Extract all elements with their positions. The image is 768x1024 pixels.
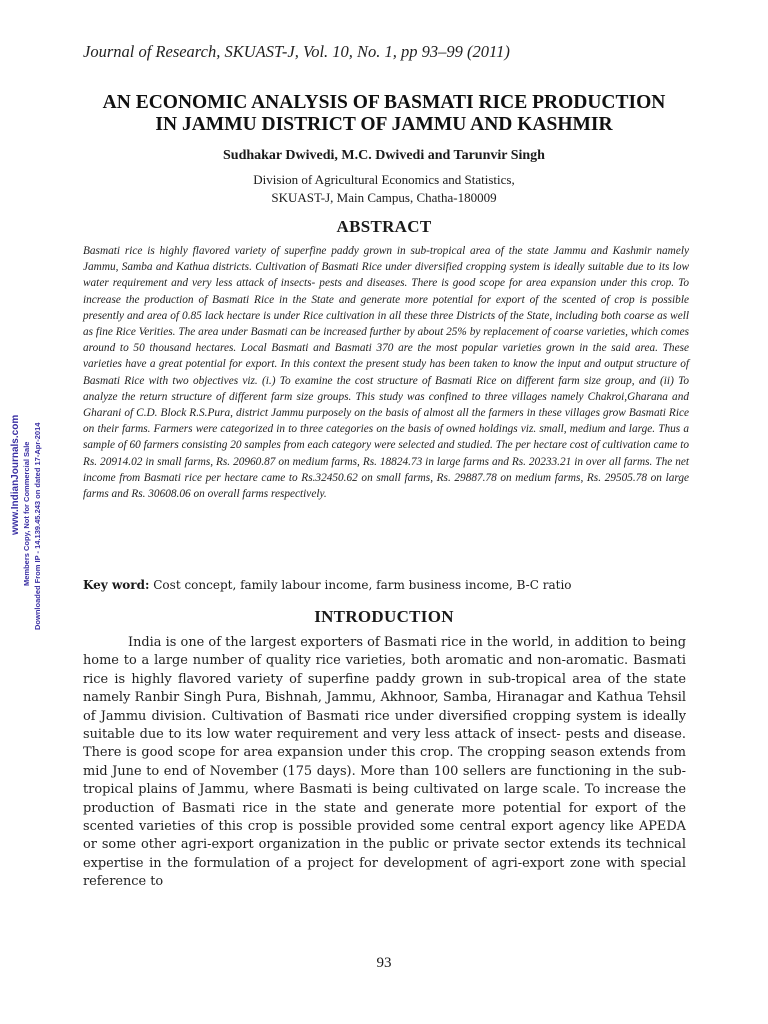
download-watermark [10, 415, 43, 630]
keywords-text: Cost concept, family labour income, farm business income, B-C ratio [149, 578, 572, 592]
paper-title [40, 92, 728, 136]
title-line-1: AN ECONOMIC ANALYSIS OF BASMATI RICE PRODUCTION [102, 92, 666, 113]
keywords-label: Key word: [83, 578, 150, 592]
affiliation-line-1: Division of Agricultural Economics and Statistics, [253, 172, 515, 187]
abstract-body: Basmati rice is highly flavored variety of superfine paddy grown in sub-tropical area of the state Jammu and Kashmir namely Jammu, Samba and Kathua districts. Cultivation of Basmati Rice under diversified cropping system is ideally suitable due to its low water requirement and very less attack of insects- pests and diseases. There is good scope for area expansion under this crop. To increase the production of Basmati Rice in the State and generate more potential for export of the scented of crop is possible presently and area of 0.85 lack hectare is under Rice cultivation in all these three Districts of the State, including both coarse as well as fine Rice Verities. The area under Basmati can be increased further by about 25% by replacement of coarse varieties, which comes around to 50 thousand hectares. Local Basmati and Basmati 370 are the most popular varieties grown in the said area. These varieties have a great potential for export. In this context the present study has been taken to know the input and output structure of Basmati Rice with two objectives viz. (i.) To examine the cost structure of Basmati Rice on different farm size group, and (ii) To analyze the return structure of different farm size groups. This study was confined to three villages namely Chakroi,Gharana and Gharani of C.D. Block R.S.Pura, district Jammu purposely on the basis of almost all the farmers in these villages grow Basmati Rice on their farms. Farmers were categorized in to three categories on the basis of owned holdings viz. small, medium and large. Thus a sample of 60 farmers consisting 20 samples from each category were selected and studied. The per hectare cost of cultivation came to Rs. 20914.02 in small farms, Rs. 20960.87 on medium farms, Rs. 18824.73 in large farms and Rs. 20233.21 in over all farms. The net income from Basmati rice per hectare came to Rs.32450.62 on small farms, Rs. 29887.78 on medium farms, Rs. 29505.78 on large farms and Rs. 30608.06 on overall farms respectively. [83, 245, 689, 501]
journal-citation: Journal of Research, SKUAST-J, Vol. 10, No. 1, pp 93–99 (2011) [83, 42, 510, 61]
author-list: Sudhakar Dwivedi, M.C. Dwivedi and Tarunvir Singh [223, 148, 545, 163]
introduction-heading: INTRODUCTION [314, 607, 454, 626]
title-line-2: IN JAMMU DISTRICT OF JAMMU AND KASHMIR [155, 114, 613, 135]
introduction-body: India is one of the largest exporters of Basmati rice in the world, in addition to being home to a large number of quality rice varieties, both aromatic and non-aromatic. Basmati rice is highly flavored variety of superfine paddy grown in sub-tropical area of the state namely Ranbir Singh Pura, Bishnah, Jammu, Akhnoor, Samba, Hiranagar and Kathua Tehsil of Jammu division. Cultivation of Basmati rice under diversified cropping system is ideally suitable due to its low water requirement and very less attack of insect- pests and disease. There is good scope for area expansion under this crop. The cropping season extends from mid June to end of November (175 days). More than 100 sellers are functioning in the sub-tropical plains of Jammu, where Basmati is being cultivated on large scale. To increase the production of Basmati rice in the state and generate more potential for export of the scented varieties of this crop is possible provided some central export agency like APEDA or some other agri-export organization in the public or private sector extends its technical expertise in the formulation of a project for development of agri-export zone with special reference to [83, 635, 686, 890]
page-number: 93 [376, 955, 392, 971]
affiliation [40, 171, 728, 207]
abstract-heading: ABSTRACT [336, 217, 432, 236]
watermark-members-note: Members Copy, Not for Commercial Sale [22, 441, 31, 586]
keywords [83, 578, 689, 592]
affiliation-line-2: SKUAST-J, Main Campus, Chatha-180009 [271, 190, 497, 205]
watermark-download-info: Downloaded From IP - 14.139.45.243 on dated 17-Apr-2014 [33, 422, 42, 630]
watermark-site-link[interactable]: www.IndianJournals.com [10, 414, 21, 535]
